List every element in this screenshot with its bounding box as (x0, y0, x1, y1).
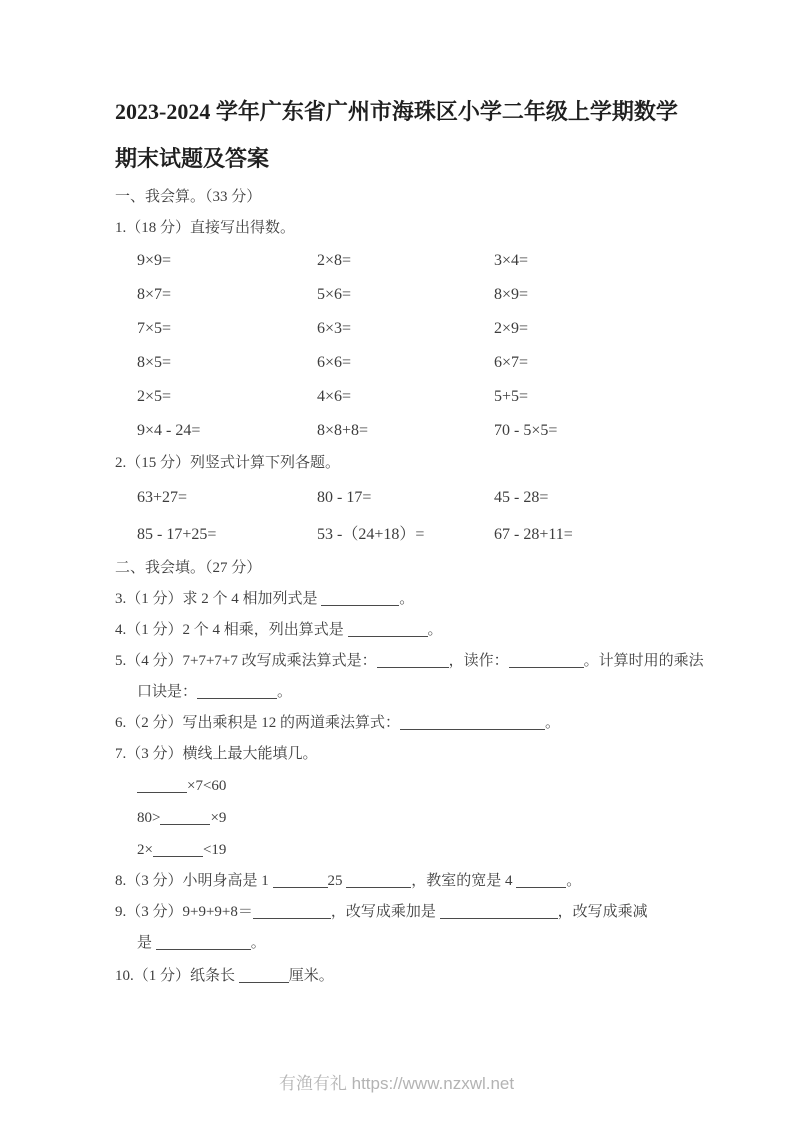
question-6 (115, 708, 697, 739)
question-text: ×9 (210, 810, 227, 826)
question-text: ，改写成乘减 (557, 904, 648, 920)
question-3 (115, 584, 697, 615)
question-text: 。计算时用的乘法 (583, 653, 704, 669)
question-5-line-1 (115, 646, 704, 677)
math-expression: 2×8= (317, 252, 352, 269)
math-expression: 2×5= (137, 388, 172, 405)
question-text: 。 (566, 873, 582, 889)
answer-blank (377, 653, 449, 668)
question-text: 。 (427, 622, 443, 638)
question-text: 2× (137, 842, 153, 858)
section-2-heading: 二、我会填。（27 分） (115, 560, 262, 576)
question-4 (115, 615, 697, 646)
footer-url[interactable]: https://www.nzxwl.net (351, 1074, 515, 1093)
math-expression: 45 - 28= (494, 489, 549, 506)
math-expression: 8×7= (137, 286, 172, 303)
question-text: ，教室的宽是 4 (411, 873, 517, 889)
question-1-label: 1.（18 分）直接写出得数。 (115, 220, 296, 236)
question-10 (115, 961, 697, 992)
math-expression: 67 - 28+11= (494, 526, 573, 543)
question-text: 10.（1 分）纸条长 (115, 968, 239, 984)
question-text: 厘米。 (288, 968, 334, 984)
question-9-line-1 (115, 897, 697, 928)
math-expression: 6×3= (317, 320, 352, 337)
answer-blank (400, 715, 545, 730)
math-expression: 6×7= (494, 354, 529, 371)
answer-blank (160, 810, 210, 825)
section-1-heading: 一、我会算。（33 分） (115, 189, 262, 205)
question-2-label: 2.（15 分）列竖式计算下列各题。 (115, 455, 341, 471)
footer-watermark (0, 1069, 793, 1094)
question-text: 4.（1 分）2 个 4 相乘，列出算式是 (115, 622, 348, 638)
title-line-1: 2023-2024 学年广东省广州市海珠区小学二年级上学期数学 (115, 99, 678, 124)
math-expression: 8×8+8= (317, 422, 369, 439)
math-expression: 7×5= (137, 320, 172, 337)
question-text: 25 (327, 873, 347, 889)
math-expression: 4×6= (317, 388, 352, 405)
math-expression: 70 - 5×5= (494, 422, 558, 439)
question-2-grid (137, 479, 697, 553)
answer-blank (273, 873, 328, 888)
math-expression: 9×4 - 24= (137, 422, 201, 439)
answer-blank (153, 842, 203, 857)
question-text: ，改写成乘加是 (330, 904, 440, 920)
answer-blank (321, 591, 399, 606)
answer-blank (346, 873, 411, 888)
question-7-item-2 (137, 802, 697, 834)
answer-blank (348, 622, 428, 637)
question-text: 。 (277, 684, 293, 700)
answer-blank (156, 935, 251, 950)
question-text: 5.（4 分）7+7+7+7 改写成乘法算式是： (115, 653, 377, 669)
math-expression: 85 - 17+25= (137, 526, 217, 543)
question-text: ，读作： (448, 653, 509, 669)
question-text: ×7<60 (187, 778, 227, 794)
question-text: 是 (137, 935, 156, 951)
question-text: <19 (202, 842, 227, 858)
question-text: 口诀是： (137, 684, 198, 700)
answer-blank (197, 684, 277, 699)
question-5-line-2 (137, 677, 697, 708)
answer-blank (516, 873, 566, 888)
math-expression: 5×6= (317, 286, 352, 303)
footer-site-name: 有渔有礼 (278, 1074, 347, 1093)
math-expression: 2×9= (494, 320, 529, 337)
question-9-line-2 (137, 928, 697, 959)
answer-blank (440, 904, 558, 919)
question-text: 。 (399, 591, 415, 607)
question-1-grid (137, 244, 697, 448)
math-expression: 5+5= (494, 388, 529, 405)
math-expression: 9×9= (137, 252, 172, 269)
math-expression: 3×4= (494, 252, 529, 269)
question-7-item-3 (137, 834, 697, 866)
answer-blank (253, 904, 331, 919)
answer-blank (509, 653, 584, 668)
question-text: 。 (250, 935, 266, 951)
math-expression: 6×6= (317, 354, 352, 371)
answer-blank (239, 968, 289, 983)
math-expression: 8×9= (494, 286, 529, 303)
question-text: 80> (137, 810, 161, 826)
question-text: 9.（3 分）9+9+9+8＝ (115, 904, 253, 920)
math-expression: 63+27= (137, 489, 188, 506)
answer-blank (137, 778, 187, 793)
question-8 (115, 866, 697, 897)
title-line-2: 期末试题及答案 (115, 146, 270, 171)
question-7-label: 7.（3 分）横线上最大能填几。 (115, 746, 318, 762)
math-expression: 53 -（24+18）= (317, 526, 425, 543)
question-text: 3.（1 分）求 2 个 4 相加列式是 (115, 591, 322, 607)
question-text: 8.（3 分）小明身高是 1 (115, 873, 273, 889)
math-expression: 8×5= (137, 354, 172, 371)
question-text: 。 (545, 715, 561, 731)
math-expression: 80 - 17= (317, 489, 372, 506)
question-7-item-1 (137, 770, 697, 802)
question-text: 6.（2 分）写出乘积是 12 的两道乘法算式： (115, 715, 401, 731)
document-title (115, 88, 697, 182)
